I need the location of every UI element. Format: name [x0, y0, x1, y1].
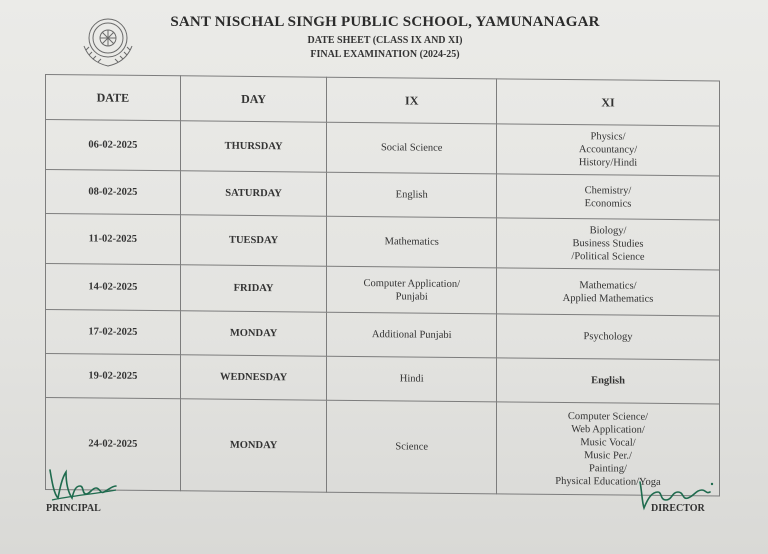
row-xi [497, 218, 720, 270]
ix-subject: Punjabi [395, 290, 428, 303]
row-ix: Additional Punjabi [327, 312, 497, 358]
xi-subject: Business Studies [572, 238, 644, 250]
row-ix: Science [327, 400, 497, 494]
document-header [150, 14, 620, 60]
row-day: MONDAY [180, 399, 327, 492]
row-xi [497, 314, 720, 360]
exam-title: FINAL EXAMINATION (2024-25) [310, 49, 460, 60]
xi-subject: Psychology [583, 331, 633, 343]
row-date: 06-02-2025 [46, 120, 181, 171]
row-day: TUESDAY [180, 215, 327, 266]
xi-subject: Physics/ [590, 131, 626, 143]
row-xi [497, 268, 720, 316]
row-ix: Hindi [327, 356, 497, 402]
xi-subject: Accountancy/ [578, 144, 638, 156]
row-date: 17-02-2025 [46, 310, 181, 355]
header-xi: XI [497, 79, 720, 126]
xi-subject: Music Vocal/ [580, 436, 636, 449]
table-header-row [46, 75, 720, 126]
table-row [46, 120, 720, 176]
table-row [46, 310, 720, 360]
row-day: MONDAY [180, 311, 327, 356]
principal-label: PRINCIPAL [46, 503, 101, 514]
row-day: SATURDAY [180, 171, 327, 216]
table-row [46, 398, 720, 496]
xi-subject: Painting/ [589, 462, 627, 475]
xi-subject: Web Application/ [571, 423, 645, 436]
row-xi [497, 124, 720, 176]
row-date: 14-02-2025 [46, 264, 181, 311]
row-ix: English [327, 172, 497, 218]
date-sheet-table [45, 74, 720, 496]
table-row [46, 354, 720, 404]
row-date: 24-02-2025 [46, 398, 181, 491]
school-name: SANT NISCHAL SINGH PUBLIC SCHOOL, YAMUNANAGAR [170, 14, 600, 30]
row-date: 11-02-2025 [46, 214, 181, 265]
principal-signature-icon [46, 464, 118, 504]
xi-subject: Chemistry/ [584, 184, 632, 197]
row-ix [327, 266, 497, 314]
xi-subject: Computer Science/ [567, 410, 649, 423]
xi-subject: Applied Mathematics [562, 292, 654, 305]
date-sheet-title: DATE SHEET (CLASS IX AND XI) [307, 35, 463, 46]
row-xi [497, 358, 720, 404]
header-date: DATE [46, 75, 181, 121]
row-day: THURSDAY [180, 121, 327, 172]
row-day: WEDNESDAY [180, 355, 327, 400]
header-ix: IX [327, 77, 497, 124]
xi-subject: Economics [584, 197, 632, 210]
school-emblem-icon [76, 10, 140, 72]
row-xi [497, 174, 720, 220]
header-day: DAY [180, 76, 327, 122]
row-ix: Mathematics [327, 216, 497, 268]
xi-subject: Music Per./ [584, 449, 632, 462]
xi-subject: /Political Science [571, 251, 645, 263]
row-date: 19-02-2025 [46, 354, 181, 399]
table-row [46, 170, 720, 220]
xi-subject: History/Hindi [578, 157, 638, 169]
table-row [46, 264, 720, 316]
row-ix: Social Science [327, 122, 497, 174]
xi-subject: Biology/ [589, 225, 627, 237]
ix-subject: Computer Application/ [363, 277, 460, 290]
row-day: FRIDAY [180, 265, 327, 312]
xi-subject: Mathematics/ [579, 279, 637, 292]
director-label: DIRECTOR [651, 503, 705, 514]
xi-subject: Physical Education/Yoga [555, 475, 661, 488]
row-date: 08-02-2025 [46, 170, 181, 215]
xi-subject: English [591, 375, 625, 387]
table-row [46, 214, 720, 270]
